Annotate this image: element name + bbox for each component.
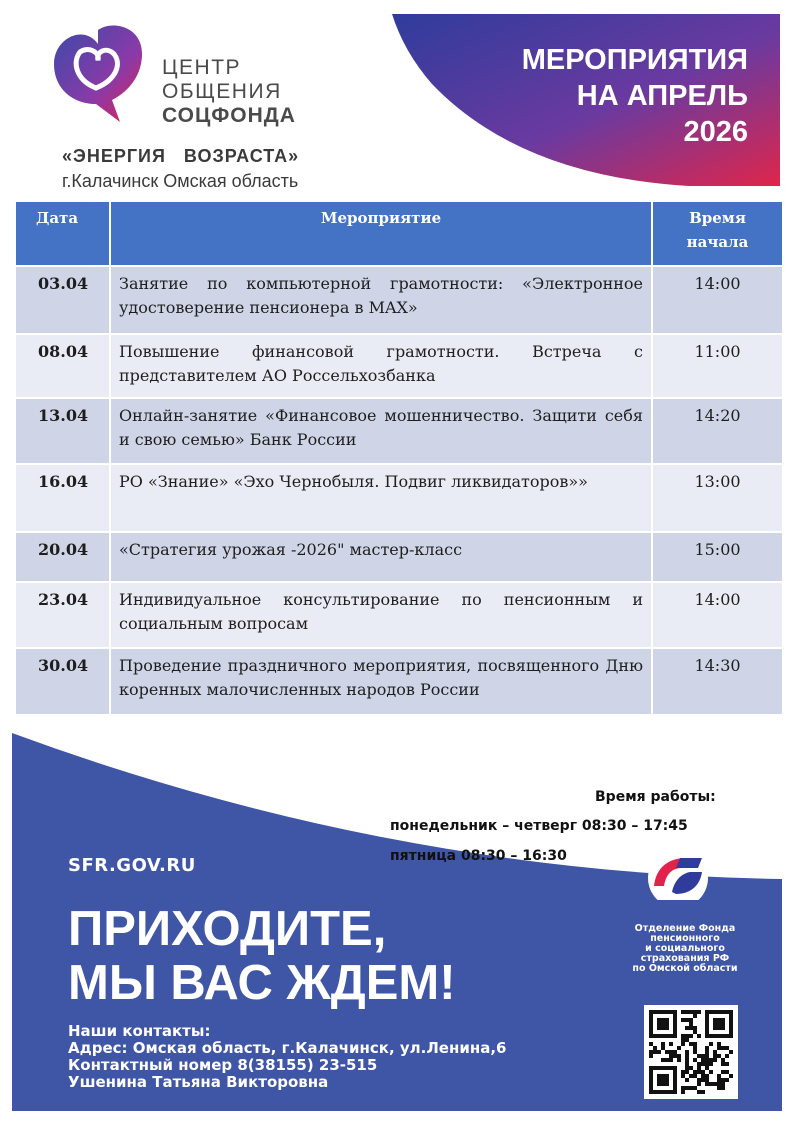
contacts-phone[interactable]: Контактный номер 8(38155) 23-515 — [68, 1056, 378, 1074]
contacts-title: Наши контакты: — [68, 1022, 211, 1040]
sfr-caption-line: Отделение Фонда — [634, 923, 736, 934]
contacts — [68, 1023, 506, 1091]
sfr-caption — [622, 924, 748, 974]
slogan — [68, 902, 456, 1010]
hours-weekdays: понедельник – четверг 08:30 – 17:45 — [390, 818, 688, 834]
cell-time: 13:00 — [652, 464, 782, 532]
cell-date: 13.04 — [16, 398, 110, 464]
header-time-line: начала — [686, 233, 749, 251]
cell-time: 14:00 — [652, 266, 782, 334]
cell-time: 14:30 — [652, 648, 782, 714]
cell-date: 03.04 — [16, 266, 110, 334]
cell-time: 14:20 — [652, 398, 782, 464]
contacts-person: Ушенина Татьяна Викторовна — [68, 1073, 329, 1091]
table-row — [16, 398, 782, 464]
logo-text-line: СОЦФОНДА — [162, 104, 296, 127]
table-row — [16, 532, 782, 582]
cell-time: 14:00 — [652, 582, 782, 648]
heart-chat-logo-icon — [50, 24, 146, 124]
cell-date: 08.04 — [16, 334, 110, 398]
cell-date: 20.04 — [16, 532, 110, 582]
org-city: г.Калачинск Омская область — [62, 171, 299, 191]
banner-title — [522, 42, 748, 150]
hours-friday: пятница 08:30 – 16:30 — [390, 848, 567, 864]
cell-event: «Стратегия урожая -2026" мастер-класс — [110, 532, 652, 582]
hours-title: Время работы: — [595, 789, 716, 805]
sfr-logo-icon — [646, 852, 710, 900]
table-header-row — [16, 202, 782, 266]
schedule-table — [16, 202, 782, 714]
cell-event: Онлайн-занятие «Финансовое мошенничество. Защити себя и свою семью» Банк России — [110, 398, 652, 464]
header-time-line: Время — [689, 209, 746, 227]
top-banner — [392, 14, 780, 186]
banner-title-line: МЕРОПРИЯТИЯ — [521, 44, 748, 76]
sfr-caption-line: пенсионного — [650, 933, 720, 944]
logo-text-line: ЦЕНТР — [162, 56, 242, 79]
cell-date: 23.04 — [16, 582, 110, 648]
contacts-address: Адрес: Омская область, г.Калачинск, ул.Ленина,6 — [68, 1039, 507, 1057]
cell-event: Занятие по компьютерной грамотности: «Электронное удостоверение пенсионера в MAX» — [110, 266, 652, 334]
site-link[interactable]: SFR.GOV.RU — [68, 855, 196, 876]
qr-code-icon[interactable] — [644, 1005, 738, 1099]
header-time — [652, 202, 782, 266]
banner-title-year: 2026 — [683, 116, 748, 148]
org-name: «ЭНЕРГИЯ ВОЗРАСТА» — [62, 146, 300, 166]
table-row — [16, 464, 782, 532]
sfr-caption-line: по Омской области — [632, 963, 738, 974]
cell-time: 11:00 — [652, 334, 782, 398]
cell-event: Повышение финансовой грамотности. Встреча с представителем АО Россельхозбанка — [110, 334, 652, 398]
header-date: Дата — [16, 202, 110, 266]
table-row — [16, 582, 782, 648]
cell-event: РО «Знание» «Эхо Чернобыля. Подвиг ликвидаторов»» — [110, 464, 652, 532]
slogan-line: МЫ ВАС ЖДЕМ! — [68, 956, 456, 1010]
cell-time: 15:00 — [652, 532, 782, 582]
cell-date: 16.04 — [16, 464, 110, 532]
cell-date: 30.04 — [16, 648, 110, 714]
cell-event: Индивидуальное консультирование по пенсионным и социальным вопросам — [110, 582, 652, 648]
logo-text-line: ОБЩЕНИЯ — [162, 80, 282, 103]
header-event: Мероприятие — [110, 202, 652, 266]
sfr-caption-line: страхования РФ — [640, 953, 730, 964]
sfr-caption-line: и социального — [645, 943, 725, 954]
table-row — [16, 648, 782, 714]
slogan-line: ПРИХОДИТЕ, — [68, 902, 387, 956]
cell-event: Проведение праздничного мероприятия, посвященного Дню коренных малочисленных народов России — [110, 648, 652, 714]
table-row — [16, 266, 782, 334]
logo-text — [162, 56, 296, 128]
table-row — [16, 334, 782, 398]
banner-title-line: НА АПРЕЛЬ — [576, 80, 748, 112]
